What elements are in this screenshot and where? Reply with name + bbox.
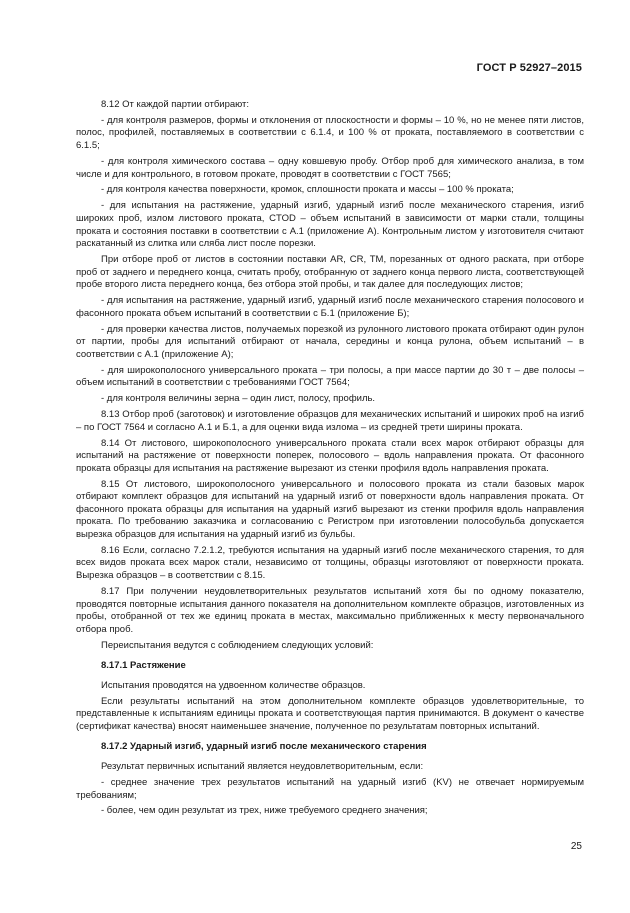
paragraph: Переиспытания ведутся с соблюдением следующих условий: bbox=[101, 639, 374, 651]
paragraph: 8.16 Если, согласно 7.2.1.2, требуются испытания на ударный изгиб после механического старения, то для всех видов проката всех марок стали, независимо от толщины, образцы изготовляют от поверхности проката. Вырезка образцов – в соответствии с 8.15. bbox=[76, 544, 584, 582]
paragraph: - среднее значение трех результатов испытаний на ударный изгиб (KV) не отвечает нормируемым требованиям; bbox=[76, 776, 584, 801]
paragraph: - для широкополосного универсального проката – три полосы, а при массе партии до 30 т – две полосы – объем испытаний в соответствии с требованиями ГОСТ 7564; bbox=[76, 364, 584, 389]
paragraph: 8.14 От листового, широкополосного универсального проката стали всех марок отбирают образцы для испытаний на растяжение от поверхности поперек, полосового – вдоль направления проката. От фасонного проката образцы для испытания на растяжение вырезают из стенки профиля вдоль направления проката. bbox=[76, 437, 584, 474]
paragraph: При отборе проб от листов в состоянии поставки AR, CR, TM, порезанных от одного раската, при отборе проб от заднего и переднего конца, считать пробу, отобранную от заднего конца первого листа, соответствующей пробе второго листа переднего конца, без отбора этой пробы, и так далее для последующих листов; bbox=[76, 254, 584, 291]
standard-code-header: ГОСТ Р 52927–2015 bbox=[476, 62, 582, 74]
document-body bbox=[76, 99, 584, 821]
paragraph: 8.15 От листового, широкополосного универсального и полосового проката из стали базовых марок отбирают комплект образцов для испытаний на ударный изгиб от поверхности вдоль направления проката. От фасонного проката образцы для испытания на ударный изгиб вырезают из стенки профиля вдоль направления проката. По требованию заказчика и согласованию с Регистром при изготовлении полособульба допускается вырезка образцов для испытания на ударный изгиб из бульбы. bbox=[76, 478, 584, 540]
paragraph: Испытания проводятся на удвоенном количестве образцов. bbox=[101, 679, 366, 691]
paragraph: - для контроля величины зерна – один лист, полосу, профиль. bbox=[101, 393, 376, 405]
section-heading: 8.17.1 Растяжение bbox=[101, 660, 186, 672]
paragraph: - для испытания на растяжение, ударный изгиб, ударный изгиб после механического старения, изгиб широких проб, излом листового проката, CTOD – объем испытаний в зависимости от марки стали, толщины проката и состояния поставки в соответствии с А.1 (приложение А). Контрольным листом у изготовителя считают раскатанный из слитка или сляба лист после порезки. bbox=[76, 200, 584, 250]
paragraph: 8.13 Отбор проб (заготовок) и изготовление образцов для механических испытаний и широких проб на изгиб – по ГОСТ 7564 и согласно А.1 и Б.1, а для оценки вида излома – из средней трети ширины проката. bbox=[76, 409, 584, 433]
section-heading: 8.17.2 Ударный изгиб, ударный изгиб после механического старения bbox=[101, 741, 427, 753]
paragraph: - более, чем один результат из трех, ниже требуемого среднего значения; bbox=[101, 805, 428, 817]
paragraph: - для контроля размеров, формы и отклонения от плоскостности и формы – 10 %, но не менее пяти листов, полос, профилей, поставляемых в соответствии с 6.1.4, и 100 % от проката, поставляемого в соответствии с 6.1.5; bbox=[76, 114, 584, 152]
page-number: 25 bbox=[570, 841, 582, 852]
paragraph: - для проверки качества листов, получаемых порезкой из рулонного листового проката отбирают один рулон от партии, пробы для испытаний отбирают от начала, середины и конца рулона, объем испытаний – в соответствии с А.1 (приложение А); bbox=[76, 323, 584, 360]
paragraph: - для испытания на растяжение, ударный изгиб, ударный изгиб после механического старения полосового и фасонного проката объем испытаний в соответствии с Б.1 (приложение Б); bbox=[76, 295, 584, 319]
paragraph: 8.12 От каждой партии отбирают: bbox=[101, 99, 250, 110]
paragraph: - для контроля качества поверхности, кромок, сплошности проката и массы – 100 % проката; bbox=[101, 184, 514, 196]
paragraph: Результат первичных испытаний является неудовлетворительным, если: bbox=[101, 761, 424, 773]
paragraph: - для контроля химического состава – одну ковшевую пробу. Отбор проб для химического анализа, в том числе и для контрольного, в готовом прокате, проводят в соответствии с ГОСТ 7565; bbox=[76, 155, 584, 180]
paragraph: Если результаты испытаний на этом дополнительном комплекте образцов удовлетворительные, то представленные к испытаниям единицы проката и соответствующая партия принимаются. В документ о качестве (сертификат качества) вносят наименьшее значение, полученное по результатам повторных испытаний. bbox=[76, 695, 584, 732]
paragraph: 8.17 При получении неудовлетворительных результатов испытаний хотя бы по одному показателю, проводятся повторные испытания данного показателя на дополнительном комплекте образцов, изготовленных из пробы, отобранной от тех же единиц проката в местах, максимально приближенных к месту первоначального отбора проб. bbox=[76, 585, 584, 635]
